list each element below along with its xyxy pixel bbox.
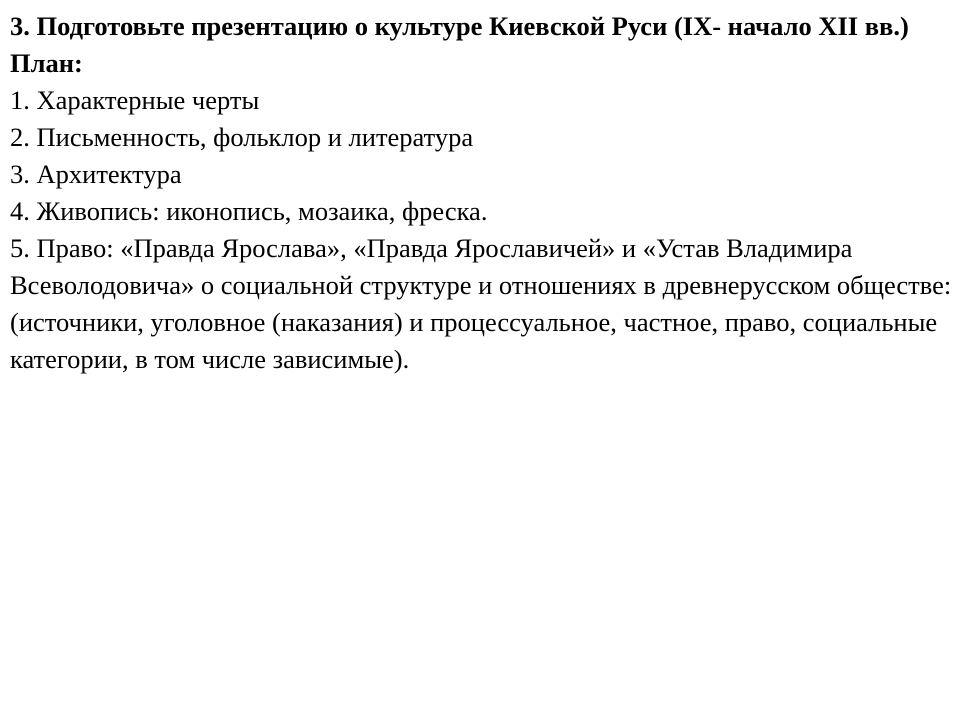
plan-heading: План: <box>10 48 83 78</box>
plan-item-architecture: 3. Архитектура <box>10 159 182 189</box>
plan-item-writing-literature: 2. Письменность, фольклор и литература <box>10 122 474 152</box>
slide-content <box>10 8 954 378</box>
assignment-title: 3. Подготовьте презентацию о культуре Киевской Руси (IX- начало XII вв.) <box>10 11 909 41</box>
plan-item-characteristics: 1. Характерные черты <box>10 85 260 115</box>
plan-item-law: 5. Право: «Правда Ярослава», «Правда Ярославичей» и «Устав Владимира Всеволодовича» о социальной структуре и отношениях в древнерусском обществе: (источники, уголовное (наказания) и процессуальное, частное, право, социальные категории, в том числе зависимые). <box>10 233 952 374</box>
plan-list <box>10 82 954 378</box>
plan-item-painting: 4. Живопись: иконопись, мозаика, фреска. <box>10 196 488 226</box>
